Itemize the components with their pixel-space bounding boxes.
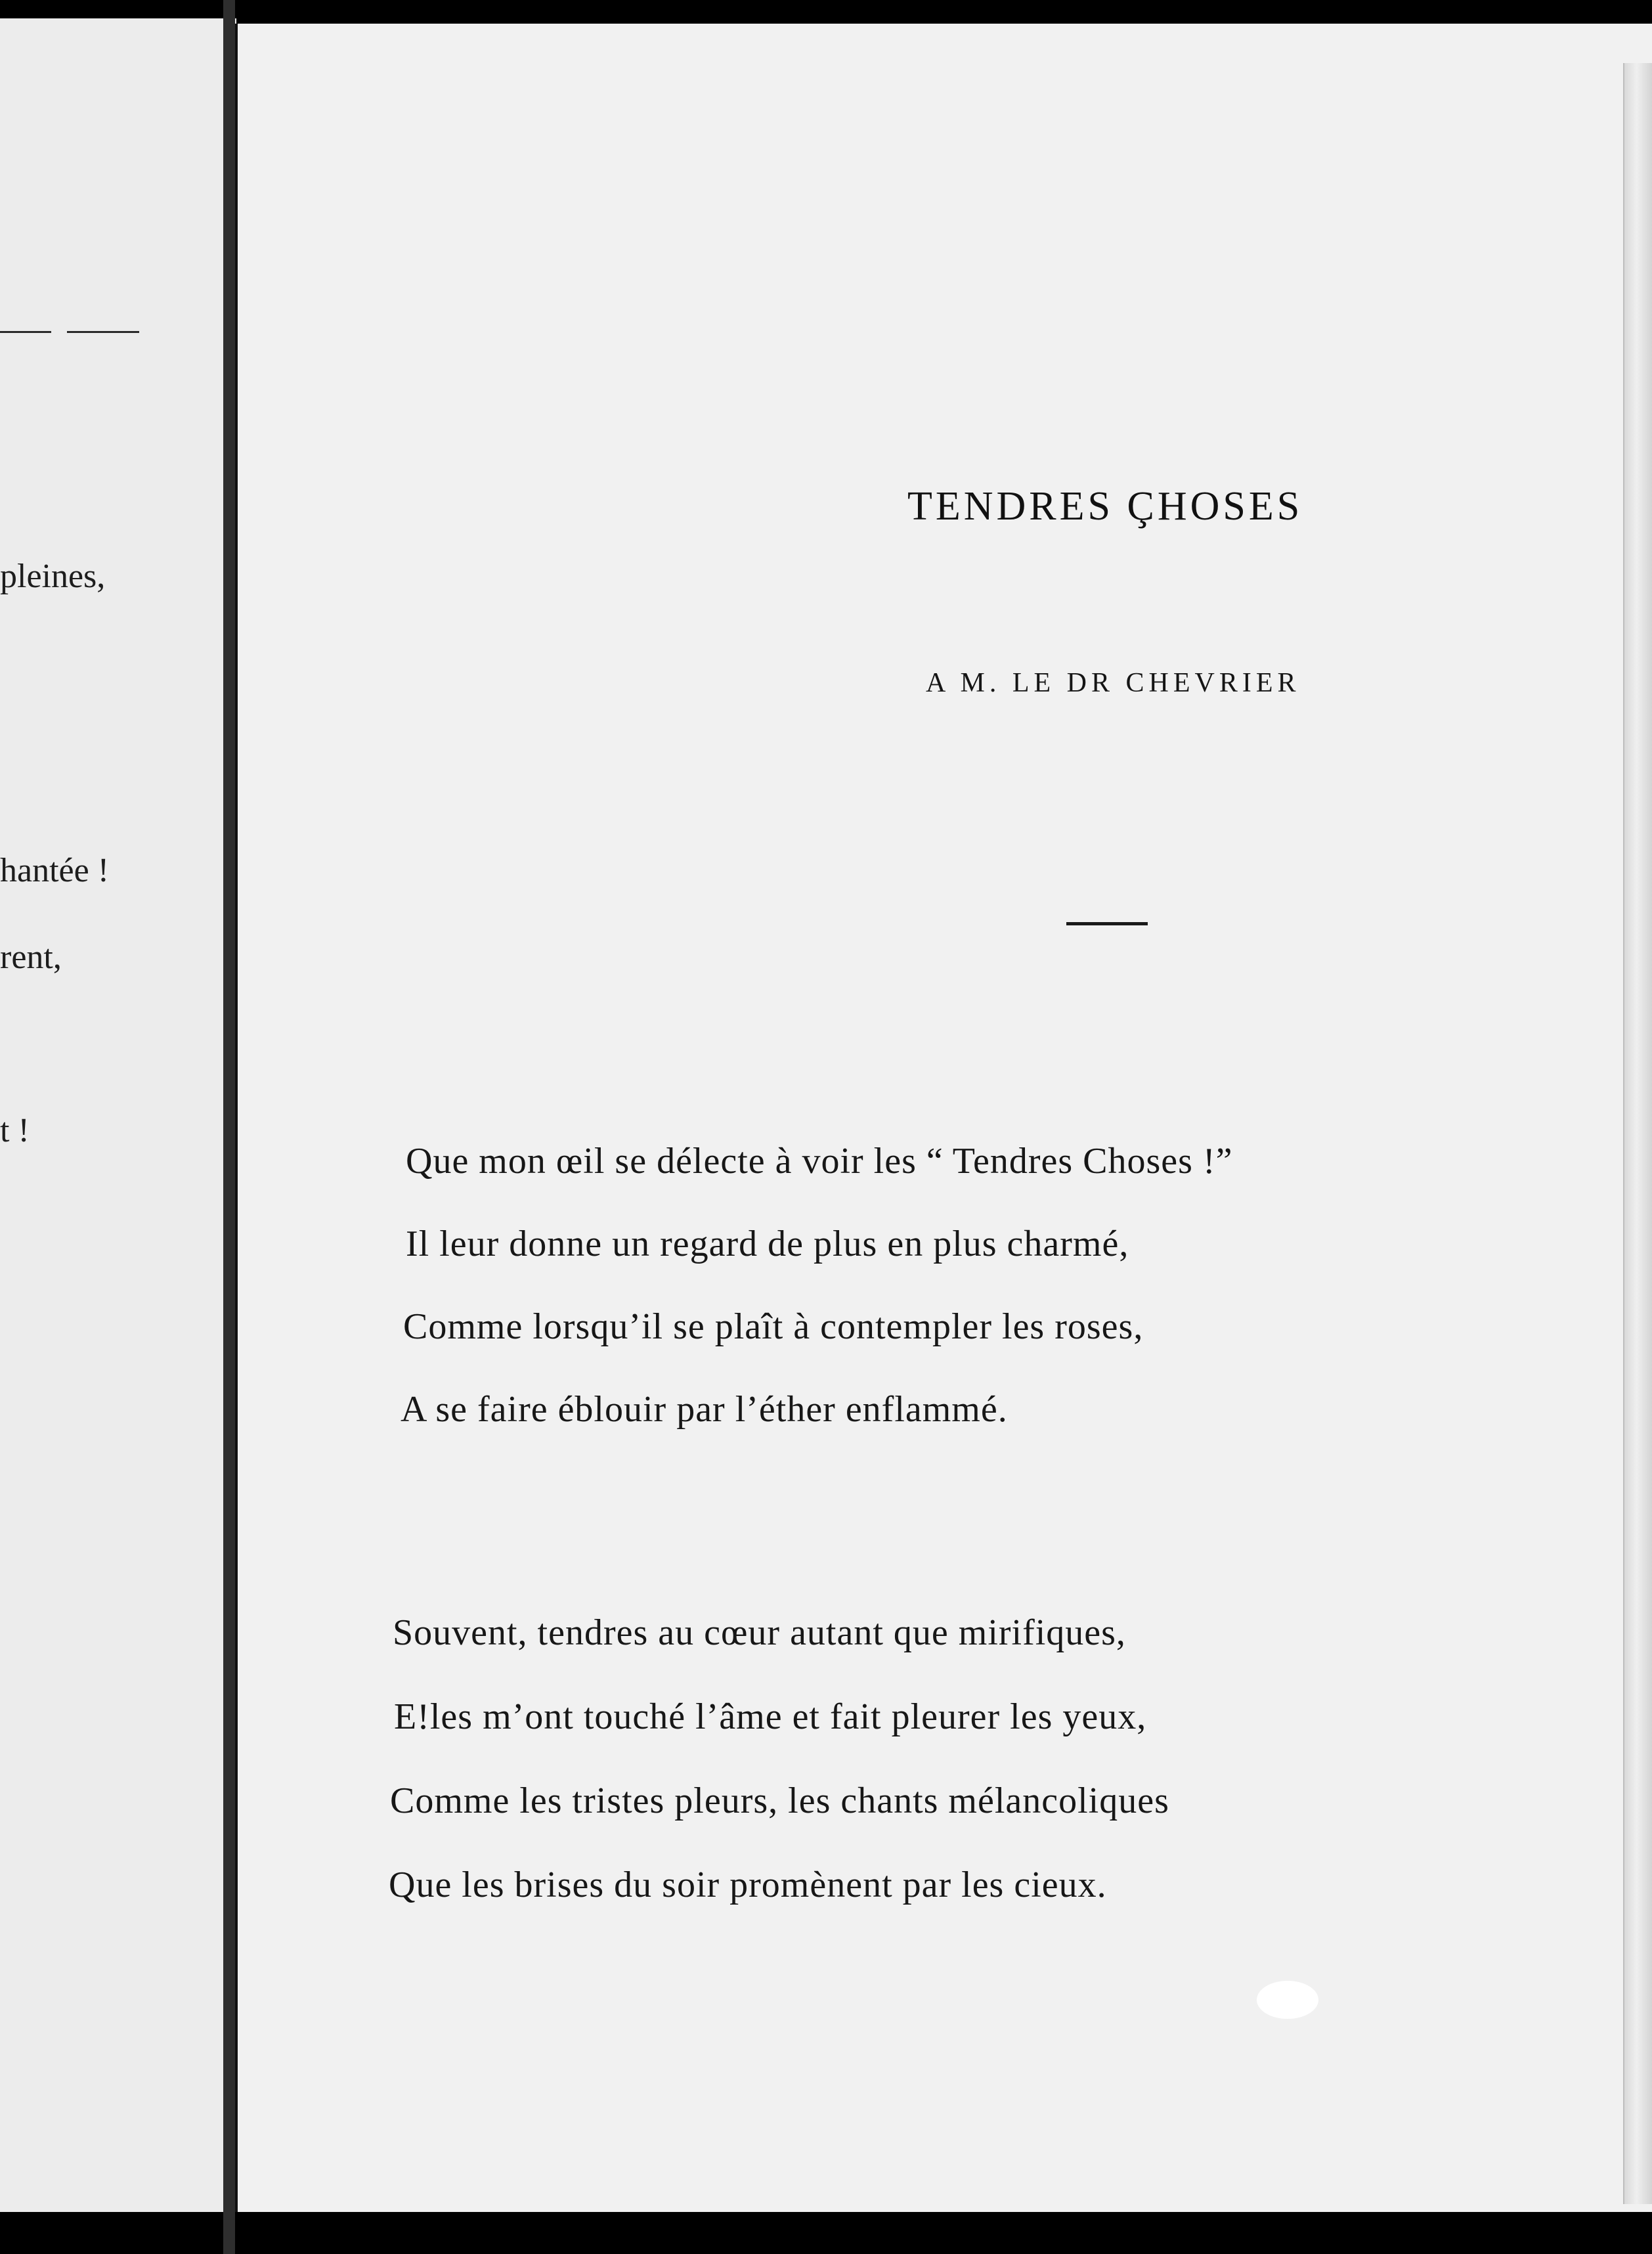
poem-line: E!les m’ont touché l’âme et fait pleurer les yeux,	[394, 1696, 1147, 1737]
facing-page-fragment: rent,	[0, 939, 62, 976]
poem-line: A se faire éblouir par l’éther enflammé.	[401, 1389, 1008, 1430]
facing-page-fragment: pleines,	[0, 558, 106, 595]
facing-page	[0, 18, 236, 2212]
facing-page-rule	[67, 331, 139, 333]
poem-line: Comme lorsqu’il se plaît à contempler les roses,	[403, 1306, 1144, 1347]
facing-page-fragment: hantée !	[0, 852, 110, 889]
book-gutter	[223, 0, 235, 2254]
poem-line: Souvent, tendres au cœur autant que mirifiques,	[393, 1612, 1126, 1653]
paper-blemish	[1257, 1981, 1318, 2019]
poem-dedication: A M. LE DR CHEVRIER	[926, 668, 1301, 698]
poem-line: Que les brises du soir promènent par les cieux.	[389, 1865, 1107, 1905]
poem-line: Que mon œil se délecte à voir les “ Tendres Choses !”	[406, 1141, 1233, 1182]
poem-line: Il leur donne un regard de plus en plus charmé,	[406, 1224, 1129, 1264]
separator-rule	[1066, 922, 1148, 925]
poem-page	[235, 24, 1652, 2212]
poem-line: Comme les tristes pleurs, les chants mélancoliques	[390, 1780, 1169, 1821]
poem-title: TENDRES ÇHOSES	[907, 484, 1303, 529]
page-edge	[1623, 63, 1652, 2204]
facing-page-rule	[0, 331, 51, 333]
facing-page-fragment: t !	[0, 1112, 30, 1149]
